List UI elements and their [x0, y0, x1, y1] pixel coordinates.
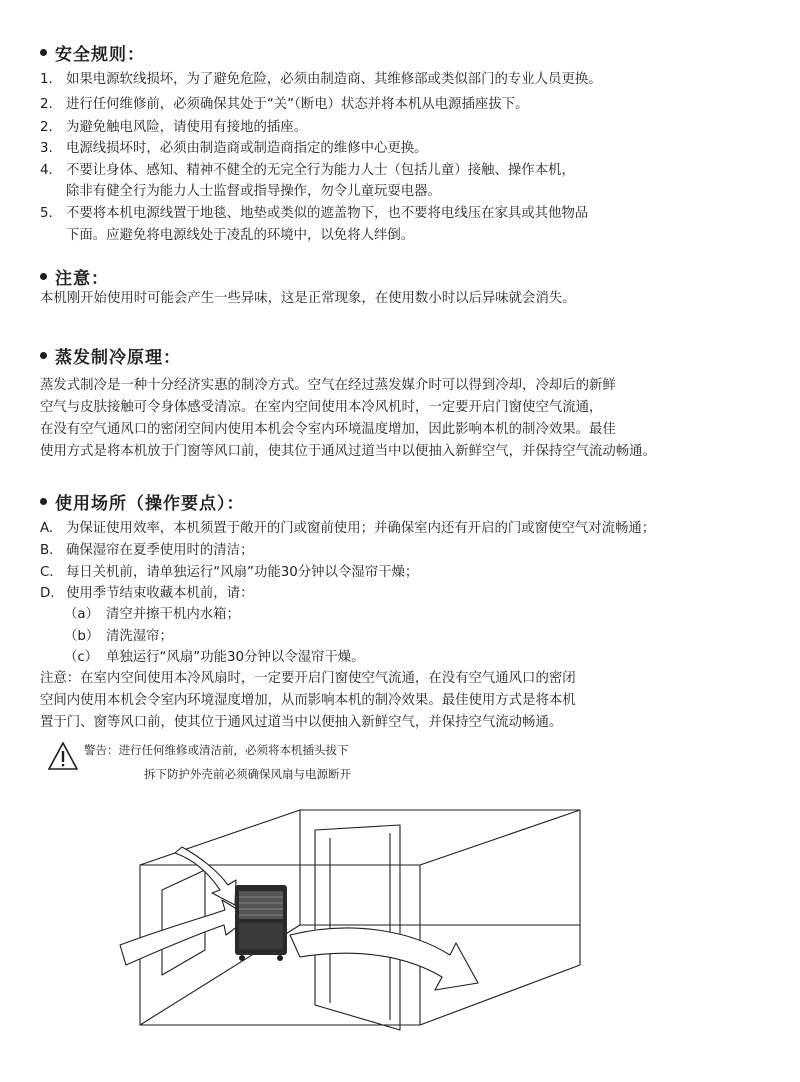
bullet-icon [40, 498, 47, 505]
usage-item-d-label: D. [40, 586, 55, 601]
safety-item-1-num: 1. [40, 72, 53, 87]
door-panel [315, 825, 400, 1030]
notice-text: 本机刚开始使用时可能会产生一些异味，这是正常现象，在使用数小时以后异味就会消失。 [40, 291, 576, 306]
usage-heading-text: 使用场所（操作要点）： [55, 494, 245, 514]
usage-item-a-label: A. [40, 521, 54, 536]
usage-sub-b-text: 清洗湿帘； [106, 629, 173, 644]
principle-line-4: 使用方式是将本机放于门窗等风口前，使其位于通风过道当中以便抽入新鲜空气，并保持空气流动畅通。 [40, 444, 656, 459]
usage-sub-c-text: 单独运行“风扇”功能30分钟以令湿帘干燥。 [106, 650, 365, 665]
safety-heading-text: 安全规则： [55, 45, 145, 65]
usage-note-line-3: 置于门、窗等风口前，使其位于通风过道当中以便抽入新鲜空气，并保持空气流动畅通。 [40, 715, 563, 730]
safety-item-4-text: 电源线损坏时，必须由制造商或制造商指定的维修中心更换。 [66, 141, 428, 156]
usage-item-d-text: 使用季节结束收藏本机前，请： [66, 586, 254, 601]
notice-heading-text: 注意： [55, 269, 109, 289]
usage-item-a-text: 为保证使用效率，本机须置于敞开的门或窗前使用；并确保室内还有开启的门或窗使空气对流畅通； [66, 521, 656, 536]
safety-item-6-text-2: 下面。应避免将电源线处于凌乱的环境中，以免将人绊倒。 [66, 228, 415, 243]
safety-item-2-num: 2. [40, 97, 53, 112]
safety-item-4-num: 3. [40, 141, 53, 156]
usage-item-b-label: B. [40, 543, 54, 558]
usage-sub-a-label: （a） [64, 607, 99, 622]
usage-sub-c-label: （c） [64, 650, 99, 665]
safety-item-3-text: 为避免触电风险，请使用有接地的插座。 [66, 120, 308, 135]
safety-item-6-text-1: 不要将本机电源线置于地毯、地垫或类似的遮盖物下，也不要将电线压在家具或其他物品 [66, 206, 589, 221]
principle-heading [40, 343, 181, 368]
usage-sub-b-label: （b） [64, 629, 100, 644]
safety-item-5-num: 4. [40, 163, 53, 178]
usage-note-line-2: 空间内使用本机会令室内环境湿度增加，从而影响本机的制冷效果。最佳使用方式是将本机 [40, 693, 576, 708]
safety-item-5-text-1: 不要让身体、感知、精神不健全的无完全行为能力人士（包括儿童）接触、操作本机， [66, 163, 575, 178]
usage-item-b-text: 确保湿帘在夏季使用时的清洁； [66, 543, 254, 558]
usage-item-c-label: C. [40, 565, 54, 580]
usage-heading [40, 489, 245, 514]
safety-item-2-text: 进行任何维修前，必须确保其处于“关”（断电）状态并将本机从电源插座拔下。 [66, 97, 529, 112]
principle-line-1: 蒸发式制冷是一种十分经济实惠的制冷方式。空气在经过蒸发媒介时可以得到冷却，冷却后的新鲜 [40, 378, 616, 393]
warning-line-1: 警告：进行任何维修或清洁前，必须将本机插头拔下 [84, 743, 349, 757]
safety-item-3-num: 2. [40, 120, 53, 135]
warning-block [48, 742, 351, 782]
warning-triangle-icon [48, 742, 78, 770]
safety-item-6-num: 5. [40, 206, 53, 221]
bullet-icon [40, 273, 47, 280]
room-airflow-illustration [100, 805, 700, 1067]
principle-line-3: 在没有空气通风口的密闭空间内使用本机会令室内环境温度增加，因此影响本机的制冷效果。最佳 [40, 422, 616, 437]
principle-line-2: 空气与皮肤接触可令身体感受清凉。在室内空间使用本冷风机时，一定要开启门窗使空气流通， [40, 400, 603, 415]
outflow-arrow [290, 928, 478, 990]
bullet-icon [40, 49, 47, 56]
safety-item-1-text: 如果电源软线损坏，为了避免危险，必须由制造商、其维修部或类似部门的专业人员更换。 [66, 72, 602, 87]
air-cooler-unit [235, 885, 287, 961]
safety-heading [40, 40, 145, 65]
usage-note-line-1: 注意：在室内空间使用本冷风扇时，一定要开启门窗使空气流通，在没有空气通风口的密闭 [40, 671, 576, 686]
bullet-icon [40, 352, 47, 359]
notice-heading [40, 264, 109, 289]
usage-sub-a-text: 清空并擦干机内水箱； [106, 607, 240, 622]
usage-item-c-text: 每日关机前，请单独运行“风扇”功能30分钟以令湿帘干燥； [66, 565, 419, 580]
warning-line-2: 拆下防护外壳前必须确保风扇与电源断开 [144, 767, 351, 781]
safety-item-5-text-2: 除非有健全行为能力人士监督或指导操作，勿令儿童玩耍电器。 [66, 184, 441, 199]
principle-heading-text: 蒸发制冷原理： [55, 348, 181, 368]
